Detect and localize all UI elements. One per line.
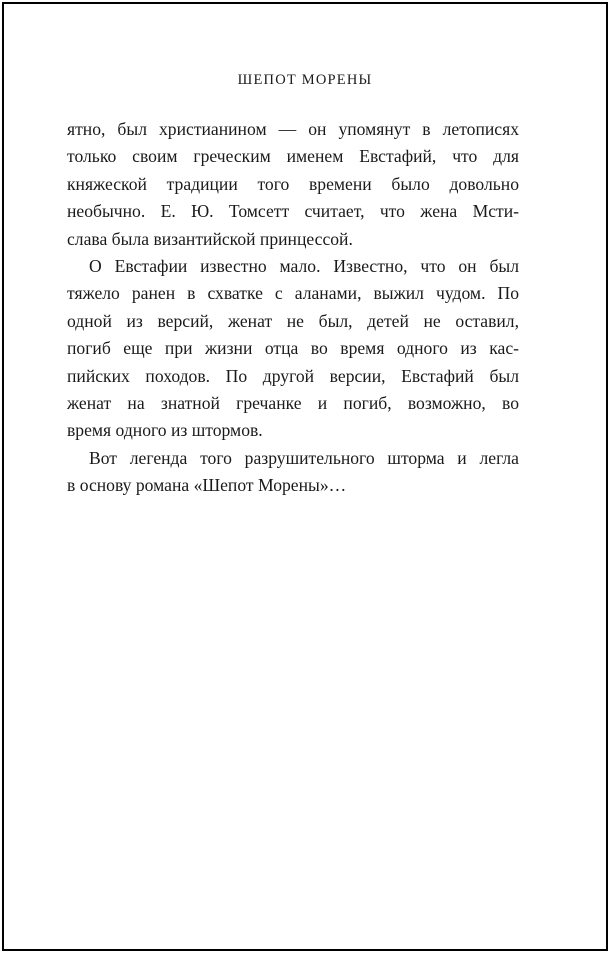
text-line: женат на знатной гречанке и погиб, возможно, во bbox=[67, 393, 519, 414]
running-head: ШЕПОТ МОРЕНЫ bbox=[237, 72, 373, 88]
text-line: в основу романа «Шепот Морены»… bbox=[67, 475, 347, 496]
text-line: время одного из штормов. bbox=[67, 420, 263, 441]
text-line: необычно. Е. Ю. Томсетт считает, что жена Мсти- bbox=[67, 201, 519, 222]
paragraph-3 bbox=[67, 445, 519, 500]
text-line: погиб еще при жизни отца во время одного из кас- bbox=[67, 338, 519, 359]
text-line: княжеской традиции того времени было довольно bbox=[67, 173, 519, 194]
text-line: Вот легенда того разрушительного шторма и легла bbox=[89, 447, 519, 468]
text-line: пийских походов. По другой версии, Евстафий был bbox=[67, 365, 519, 386]
text-line: одной из версий, женат не был, детей не оставил, bbox=[67, 310, 519, 331]
text-line: слава была византийской принцессой. bbox=[67, 228, 353, 249]
book-page bbox=[2, 2, 608, 951]
text-line: ятно, был христианином — он упомянут в летописях bbox=[67, 119, 519, 139]
text-line: тяжело ранен в схватке с аланами, выжил чудом. По bbox=[67, 283, 519, 304]
text-line: О Евстафии известно мало. Известно, что он был bbox=[89, 256, 519, 277]
paragraph-1 bbox=[67, 116, 519, 253]
text-line: только своим греческим именем Евстафий, что для bbox=[67, 146, 519, 167]
body-text bbox=[67, 116, 519, 500]
paragraph-2 bbox=[67, 253, 519, 445]
